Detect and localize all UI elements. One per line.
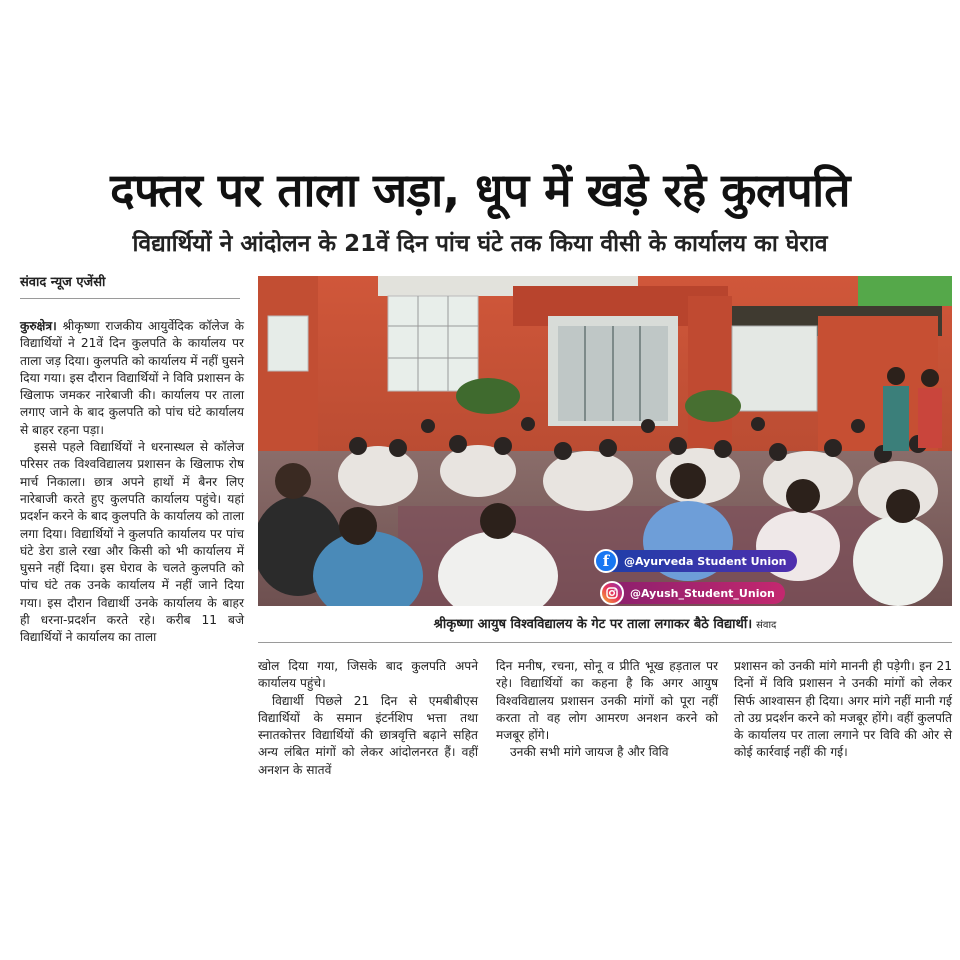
- instagram-icon: [600, 581, 624, 605]
- paragraph-text: श्रीकृष्णा राजकीय आयुर्वेदिक कॉलेज के विद्यार्थियों ने 21वें दिन कुलपति के कार्यालय पर ताला जड़ दिया। कुलपति को कार्यालय में नहीं घुसने दिया गया। इस दौरान विद्यार्थियों ने विवि प्रशासन के खिलाफ जमकर नारेबाजी की। कार्यालय पर ताला लगाए जाने के बाद कुलपति को पांच घंटे कार्यालय से बाहर रहना पड़ा।: [20, 319, 244, 437]
- headline: दफ्तर पर ताला जड़ा, धूप में खड़े रहे कुलपति: [110, 163, 850, 217]
- article-paragraph: विद्यार्थी पिछले 21 दिन से एमबीबीएस विद्यार्थियों के समान इंटर्नशिप भत्ता तथा स्नातकोत्तर विद्यार्थियों की छात्रवृत्ति बढ़ाने सहित अन्य लंबित मांगों को लेकर आंदोलनरत हैं। वहीं अनशन के सातवें: [258, 693, 478, 777]
- byline: संवाद न्यूज एजेंसी: [20, 272, 240, 299]
- article-column-3: [496, 658, 718, 762]
- article-column-2: [258, 658, 478, 779]
- instagram-handle-text: @Ayush_Student_Union: [630, 586, 775, 600]
- facebook-handle-badge: [598, 550, 797, 572]
- article-paragraph: खोल दिया गया, जिसके बाद कुलपति अपने कार्यालय पहुंचे।: [258, 659, 478, 691]
- article-column-4: [734, 658, 952, 762]
- article-paragraph: प्रशासन को उनकी मांगे माननी ही पड़ेगी। इन 21 दिनों में विवि प्रशासन ने उनकी मांगों को लेकर सिर्फ आश्वासन ही दिया। अगर मांगे नहीं मानी गई तो उग्र प्रदर्शन करने को मजबूर होंगे। वहीं कुलपति के कार्यालय पर ताला लगाने पर विवि की ओर से कोई कार्रवाई नहीं की गई।: [734, 659, 952, 760]
- article-paragraph: इससे पहले विद्यार्थियों ने धरनास्थल से कॉलेज परिसर तक विश्वविद्यालय प्रशासन के खिलाफ रोष मार्च निकाला। छात्र अपने हाथों में बैनर लिए नारेबाजी करते हुए कुलपति कार्यालय पहुंचे। यहां प्रदर्शन करने के बाद कुलपति के कार्यालय को ताला लगा दिया। विद्यार्थियों ने कुलपति कार्यालय पर पांच घंटे डेरा डाले रखा और किसी को भी कार्यालय में घुसने नहीं दिया। इस घेराव के चलते कुलपति को पांच घंटे तक उनके कार्यालय में नहीं जाने दिया गया। इस दौरान विद्यार्थी उनके कार्यालय के बाहर ही धरना-प्रदर्शन करते रहे। करीब 11 बजे विद्यार्थियों ने कार्यालय का ताला: [20, 440, 244, 645]
- facebook-handle-text: @Ayurveda Student Union: [624, 554, 787, 568]
- photo-caption: [258, 614, 952, 643]
- dateline: कुरुक्षेत्र।: [20, 319, 57, 333]
- article-paragraph: दिन मनीष, रचना, सोनू व प्रीति भूख हड़ताल पर रहे। विद्यार्थियों का कहना है कि अगर आयुष विश्वविद्यालय प्रशासन उनकी मांगों को पूरा नहीं करता तो वह लोग आमरण अनशन करने को मजबूर होंगे।: [496, 659, 718, 743]
- facebook-icon: f: [594, 549, 618, 573]
- article-paragraph: उनकी सभी मांगे जायज है और विवि: [510, 745, 669, 760]
- article-paragraph: [20, 318, 244, 439]
- caption-text: श्रीकृष्णा आयुष विश्वविद्यालय के गेट पर ताला लगाकर बैठे विद्यार्थी।: [433, 617, 753, 632]
- subheadline: विद्यार्थियों ने आंदोलन के 21वें दिन पांच घंटे तक किया वीसी के कार्यालय का घेराव: [132, 231, 828, 257]
- instagram-handle-badge: [604, 582, 785, 604]
- article-column-1: [20, 318, 244, 647]
- photo-credit: संवाद: [756, 620, 777, 631]
